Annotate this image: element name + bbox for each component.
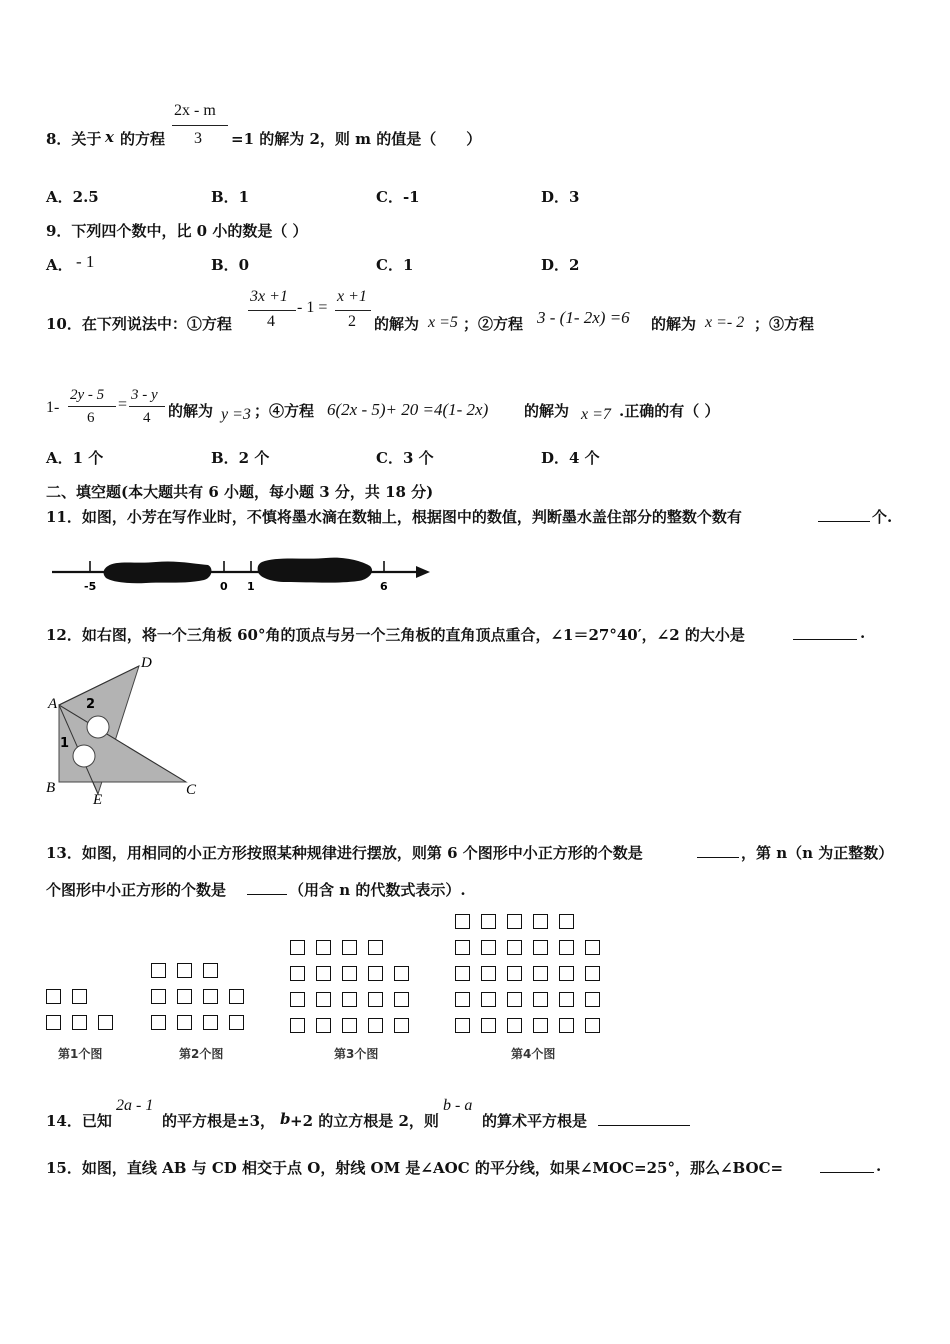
small-square — [507, 914, 522, 929]
small-square — [342, 940, 357, 955]
small-square — [368, 940, 383, 955]
q10-sol-text-3: 的解为 — [168, 402, 214, 420]
small-square — [203, 989, 218, 1004]
q10-eq3-eq: = — [118, 396, 128, 413]
q10-eq4: 6(2x - 5)+ 20 =4(1- 2x) — [327, 400, 489, 419]
triangle-boards-figure — [44, 652, 214, 808]
small-square — [46, 1015, 61, 1030]
q15-stem: 15．如图，直线 AB 与 CD 相交于点 O，射线 OM 是∠AOC 的平分线，如果∠MOC=25°，那么∠BOC= — [46, 1159, 784, 1177]
q10-eq3-rnum: 3 - y — [131, 387, 158, 403]
small-square — [316, 992, 331, 1007]
q10-eq1-bar — [248, 310, 296, 311]
angle-label-2: 2 — [86, 697, 96, 712]
small-square — [481, 1018, 496, 1033]
small-square — [559, 1018, 574, 1033]
small-square — [151, 1015, 166, 1030]
q10-sol-text-4: 的解为 — [524, 402, 570, 420]
q10-eq3-left: 1- — [46, 399, 60, 416]
q10-sep4: ；④方程 — [254, 402, 315, 420]
q8-option-b: B．1 — [211, 188, 250, 206]
small-square — [533, 992, 548, 1007]
q14-expr2: b - a — [443, 1097, 473, 1114]
small-square — [203, 963, 218, 978]
small-square — [177, 1015, 192, 1030]
label-a: A — [48, 696, 58, 712]
q12-answer-blank — [793, 625, 857, 640]
q10-eq1-rden: 2 — [348, 313, 356, 330]
q10-sol3: y =3 — [221, 406, 251, 423]
q9-option-c: C．1 — [376, 256, 414, 274]
label-b: B — [46, 780, 56, 796]
small-square — [455, 940, 470, 955]
q12-stem: 12．如右图，将一个三角板 60°角的顶点与另一个三角板的直角顶点重合，∠1＝27°40′，∠2 的大小是 — [46, 626, 745, 644]
q10-sol-text-2: 的解为 — [651, 315, 697, 333]
caption-figure-3: 第3个图 — [334, 1047, 379, 1061]
q8-option-d: D．3 — [541, 188, 580, 206]
small-square — [229, 1015, 244, 1030]
q10-option-b: B．2 个 — [211, 449, 270, 467]
q10-sol2: x =- 2 — [705, 314, 745, 331]
small-square — [585, 992, 600, 1007]
small-square — [533, 966, 548, 981]
q13-line1-b: ，第 n（n 为正整数） — [741, 844, 894, 862]
q8-tail: =1 的解为 2，则 m 的值是（ ） — [231, 130, 482, 148]
small-square — [342, 992, 357, 1007]
q11-stem: 11．如图，小芳在写作业时，不慎将墨水滴在数轴上，根据图中的数值，判断墨水盖住部分的整数个数有 — [46, 508, 742, 526]
q10-tail: .正确的有（ ） — [619, 402, 720, 420]
small-square — [585, 966, 600, 981]
number-line-figure — [46, 552, 436, 594]
q10-eq3-lbar — [68, 406, 116, 407]
tick-label-minus-5: -5 — [84, 580, 97, 593]
q11-answer-blank — [818, 507, 870, 522]
q10-prefix: 10．在下列说法中：①方程 — [46, 315, 232, 333]
small-square — [394, 966, 409, 981]
q10-eq3-lnum: 2y - 5 — [70, 387, 105, 403]
q13-line2-a: 个图形中小正方形的个数是 — [46, 881, 227, 899]
number-line-arrow — [416, 566, 430, 578]
q14-tail: 的算术平方根是 — [482, 1112, 588, 1130]
q9-option-a: A． — [46, 256, 73, 274]
small-square — [394, 992, 409, 1007]
q10-eq3-rden: 4 — [143, 410, 151, 426]
label-d: D — [141, 655, 152, 671]
small-square — [290, 966, 305, 981]
q9-option-a-value: - 1 — [76, 252, 95, 271]
small-square — [585, 940, 600, 955]
small-square — [585, 1018, 600, 1033]
q10-option-d: D．4 个 — [541, 449, 600, 467]
small-square — [290, 1018, 305, 1033]
small-square — [342, 966, 357, 981]
q10-eq1-rnum: x +1 — [337, 288, 367, 305]
small-square — [177, 989, 192, 1004]
small-square — [533, 1018, 548, 1033]
small-square — [481, 914, 496, 929]
small-square — [455, 914, 470, 929]
q8-mid: 的方程 — [120, 130, 166, 148]
small-square — [559, 992, 574, 1007]
q9-option-d: D．2 — [541, 256, 580, 274]
q12-tail: . — [860, 624, 866, 642]
small-square — [290, 940, 305, 955]
q8-option-c: C．-1 — [376, 188, 420, 206]
q8-frac-num: 2x - m — [174, 102, 216, 119]
q8-prefix: 8．关于 — [46, 130, 102, 148]
small-square — [368, 1018, 383, 1033]
q15-answer-blank — [820, 1158, 874, 1173]
triangle-hole-1 — [87, 716, 109, 738]
q10-eq3-rbar — [129, 406, 165, 407]
caption-figure-4: 第4个图 — [511, 1047, 556, 1061]
tick-label-6: 6 — [380, 580, 388, 593]
small-square — [507, 940, 522, 955]
q9-option-b: B．0 — [211, 256, 250, 274]
small-square — [368, 992, 383, 1007]
angle-label-1: 1 — [60, 736, 70, 751]
q10-option-c: C．3 个 — [376, 449, 434, 467]
ink-blot-left — [104, 561, 212, 583]
small-square — [151, 989, 166, 1004]
q10-sol4: x =7 — [581, 406, 611, 423]
q8-var: x — [105, 128, 114, 146]
small-square — [316, 940, 331, 955]
q9-stem: 9．下列四个数中，比 0 小的数是（ ） — [46, 222, 308, 240]
small-square — [316, 966, 331, 981]
q14-prefix: 14．已知 — [46, 1112, 112, 1130]
q10-eq3-lden: 6 — [87, 410, 95, 426]
triangle-hole-2 — [73, 745, 95, 767]
q10-eq1-num: 3x +1 — [250, 288, 288, 305]
small-square — [98, 1015, 113, 1030]
q15-tail: . — [876, 1157, 882, 1175]
small-square — [72, 989, 87, 1004]
q13-answer-blank-1 — [697, 843, 739, 858]
tick-label-1: 1 — [247, 580, 255, 593]
small-square — [72, 1015, 87, 1030]
q8-frac-den: 3 — [194, 130, 202, 147]
small-square — [455, 1018, 470, 1033]
small-square — [559, 966, 574, 981]
small-square — [151, 963, 166, 978]
small-square — [46, 989, 61, 1004]
small-square — [481, 940, 496, 955]
q10-eq2: 3 - (1- 2x) =6 — [537, 308, 630, 327]
small-square — [177, 963, 192, 978]
small-square — [533, 914, 548, 929]
small-square — [481, 966, 496, 981]
small-square — [290, 992, 305, 1007]
small-square — [455, 966, 470, 981]
q8-option-a: A．2.5 — [46, 188, 99, 206]
label-e: E — [93, 792, 103, 808]
q10-eq1-mid: - 1 = — [297, 299, 328, 316]
tick-label-0: 0 — [220, 580, 228, 593]
q14-expr1: 2a - 1 — [116, 1097, 154, 1114]
small-square — [203, 1015, 218, 1030]
small-square — [316, 1018, 331, 1033]
q13-line2-b: （用含 n 的代数式表示）. — [289, 881, 466, 899]
q10-sol1: x =5 — [428, 314, 458, 331]
q10-sep3: ；③方程 — [754, 315, 815, 333]
small-square — [507, 966, 522, 981]
q10-eq1-rbar — [335, 310, 371, 311]
small-square — [394, 1018, 409, 1033]
label-c: C — [186, 782, 197, 798]
small-square — [559, 940, 574, 955]
small-square — [559, 914, 574, 929]
small-square — [368, 966, 383, 981]
ink-blot-right — [258, 558, 372, 583]
small-square — [481, 992, 496, 1007]
small-square — [455, 992, 470, 1007]
small-square — [507, 992, 522, 1007]
section-2-heading: 二、填空题(本大题共有 6 小题，每小题 3 分，共 18 分) — [46, 483, 434, 501]
caption-figure-2: 第2个图 — [179, 1047, 224, 1061]
q10-sep2: ；②方程 — [463, 315, 524, 333]
q13-answer-blank-2 — [247, 880, 287, 895]
small-square — [229, 989, 244, 1004]
q10-eq1-den: 4 — [267, 313, 275, 330]
q8-frac-bar — [172, 125, 228, 126]
q14-b-var: b — [280, 1110, 291, 1128]
small-square — [342, 1018, 357, 1033]
q13-line1-a: 13．如图，用相同的小正方形按照某种规律进行摆放，则第 6 个图形中小正方形的个数是 — [46, 844, 643, 862]
q14-answer-blank — [598, 1111, 690, 1126]
q10-sol-text-1: 的解为 — [374, 315, 420, 333]
small-square — [507, 1018, 522, 1033]
small-square — [533, 940, 548, 955]
q10-option-a: A．1 个 — [46, 449, 104, 467]
q14-mid2: +2 的立方根是 2，则 — [290, 1112, 439, 1130]
caption-figure-1: 第1个图 — [58, 1047, 103, 1061]
q11-tail: 个. — [872, 508, 893, 526]
q14-mid1: 的平方根是±3， — [162, 1112, 276, 1130]
